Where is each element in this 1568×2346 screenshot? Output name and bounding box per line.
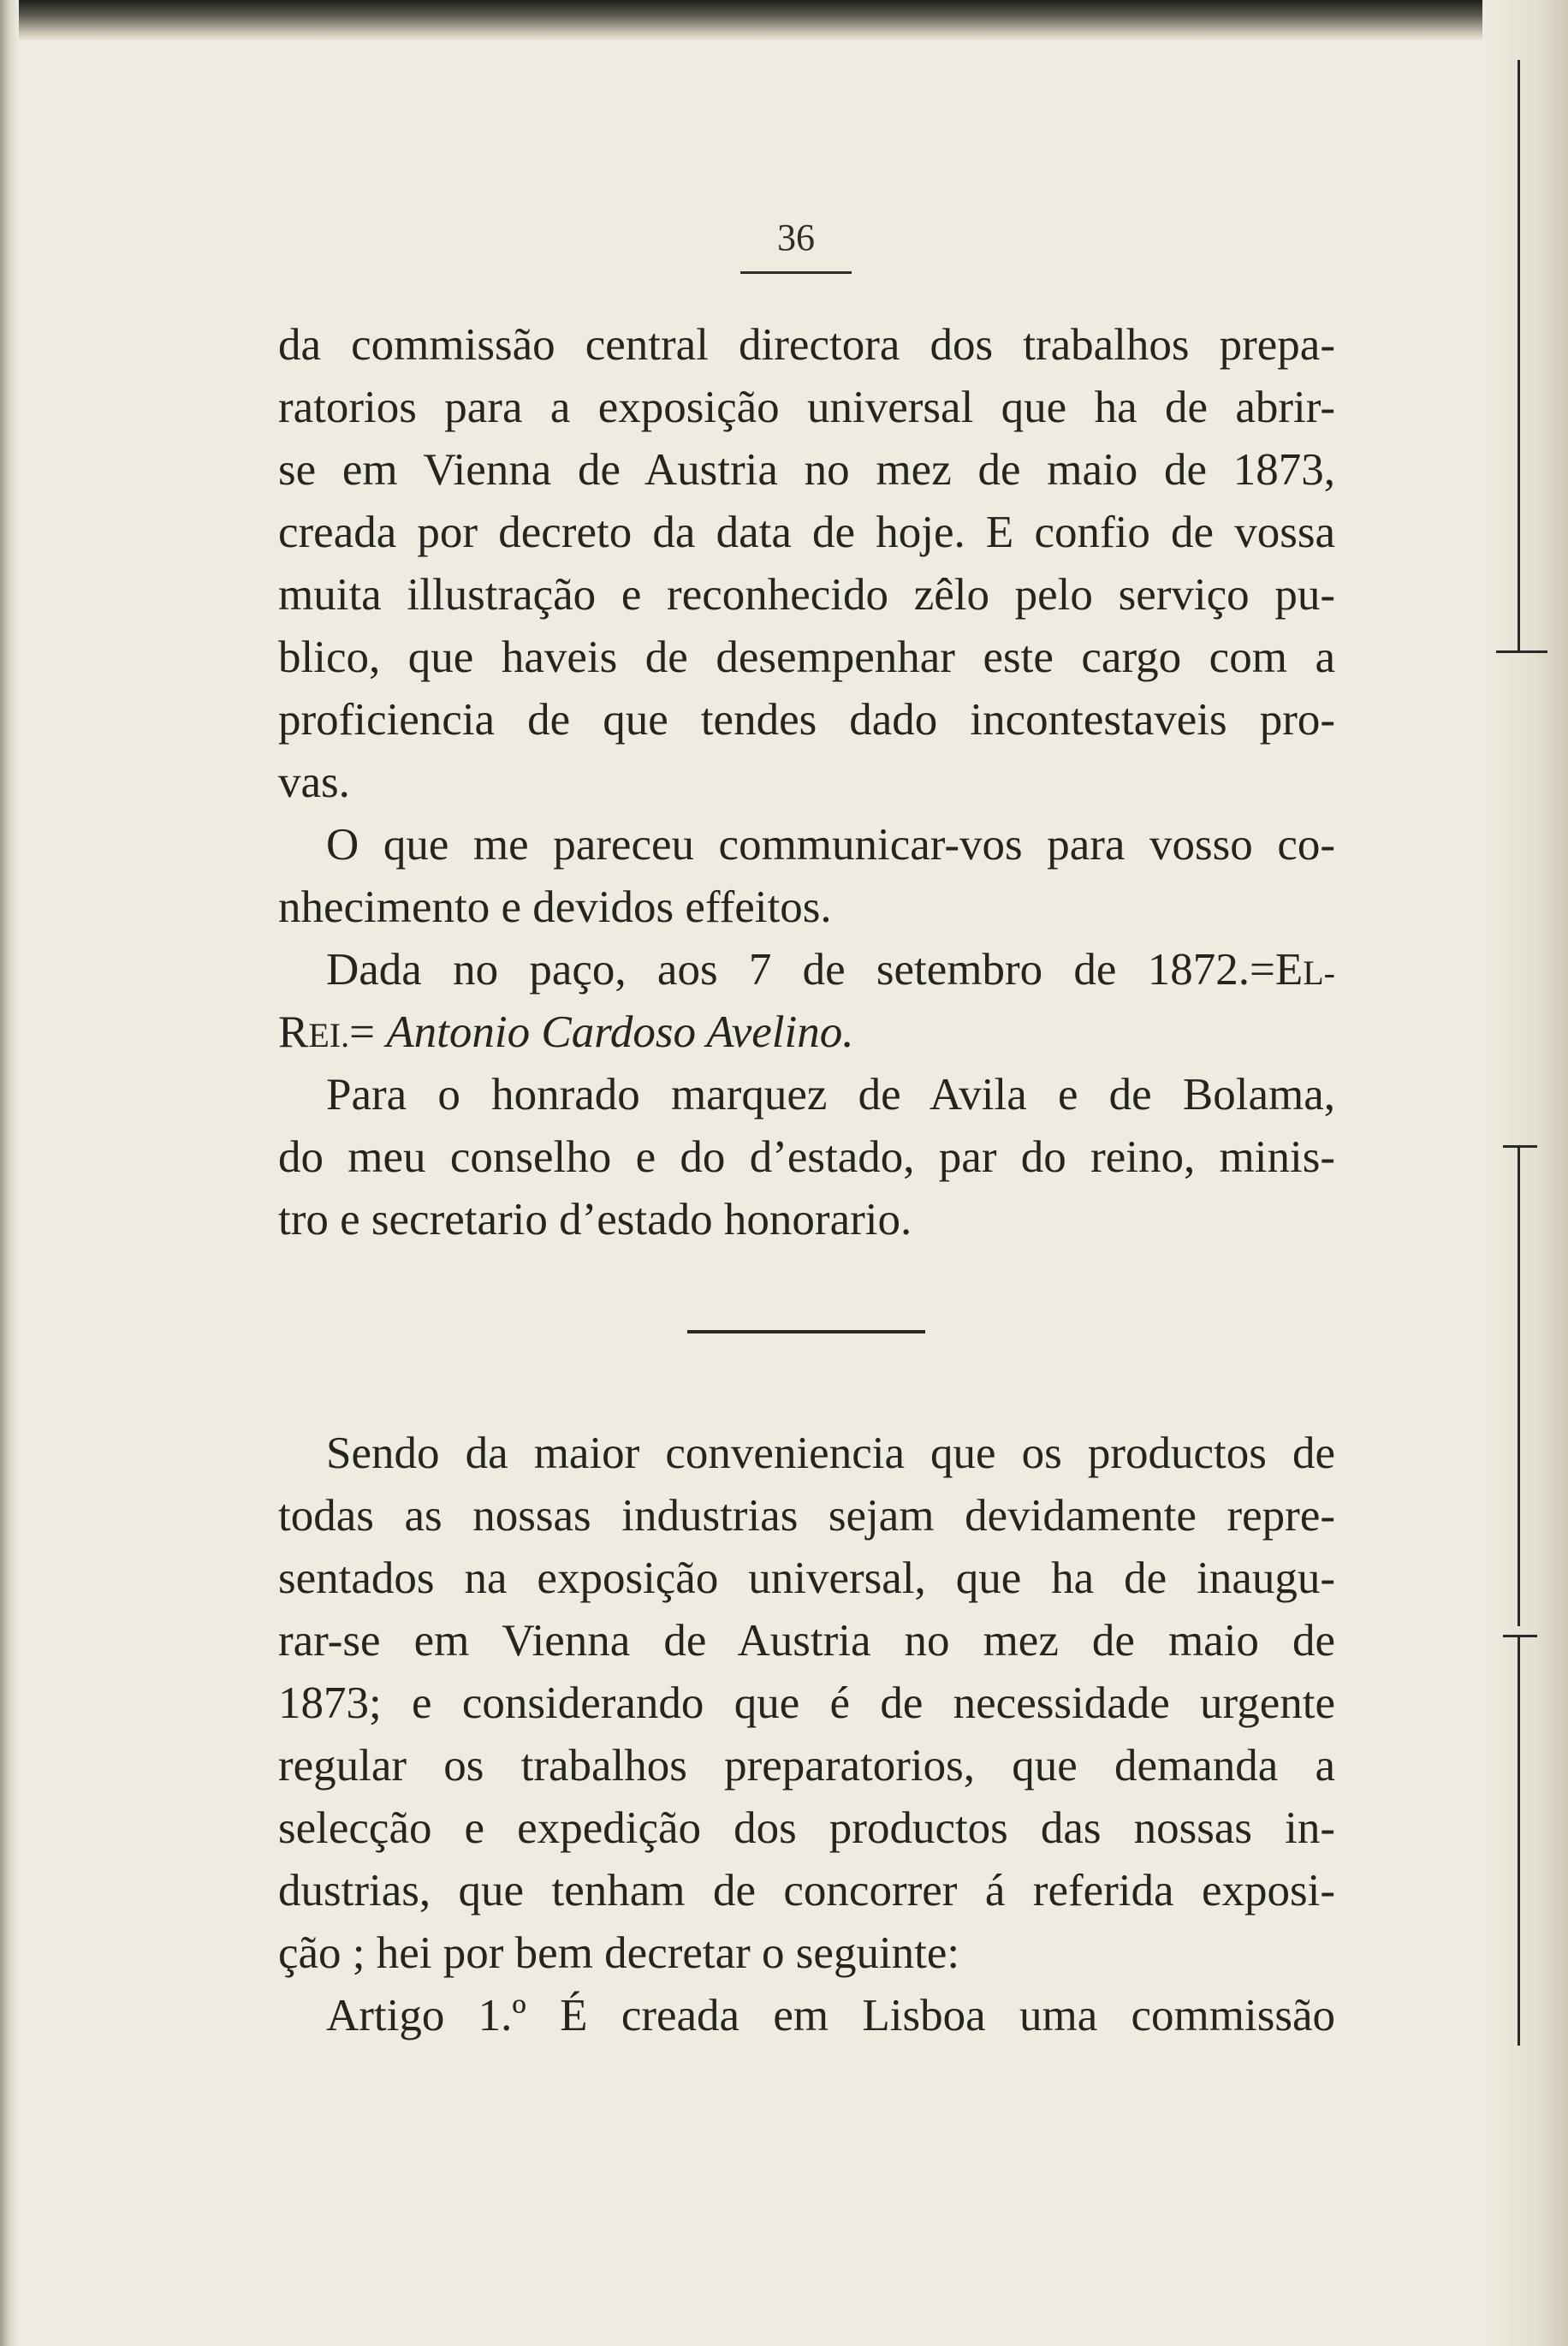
margin-tick [1503, 1145, 1537, 1148]
text-line: tro e secretario d’estado honorario. [278, 1195, 912, 1244]
page-right-edge [1482, 0, 1568, 2346]
rei-separator: = [349, 1007, 387, 1057]
section-divider [687, 1330, 925, 1333]
text-line: creada por decreto da data de hoje. E confio de vossa [278, 508, 1335, 557]
decree-continuation [278, 314, 1335, 1251]
text-line: Sendo da maior conveniencia que os productos de [326, 1428, 1335, 1478]
text-line: sentados na exposição universal, que ha de inaugu- [278, 1553, 1335, 1603]
margin-tick [1496, 650, 1547, 653]
text-line: nhecimento e devidos effeitos. [278, 882, 832, 932]
text-line: da commissão central directora dos trabalhos prepa- [278, 320, 1335, 370]
text-line: ção ; hei por bem decretar o seguinte: [278, 1928, 960, 1978]
text-line: dustrias, que tenham de concorrer á referida exposi- [278, 1866, 1335, 1915]
margin-rule [1518, 1147, 1520, 1626]
text-line: O que me pareceu communicar-vos para vosso co- [326, 820, 1335, 870]
text-line: se em Vienna de Austria no mez de maio de 1873, [278, 445, 1335, 495]
rei-initial: R [278, 1007, 309, 1057]
margin-rule [1518, 1635, 1520, 2046]
text-line: 1873; e considerando que é de necessidade urgente [278, 1678, 1335, 1728]
text-line: rar-se em Vienna de Austria no mez de maio de [278, 1616, 1335, 1666]
signature-line [278, 1001, 1335, 1064]
page-top-edge [0, 0, 1568, 41]
page-left-edge [0, 0, 19, 2346]
new-decree [278, 1422, 1335, 2047]
text-line: do meu conselho e do d’estado, par do reino, minis- [278, 1132, 1335, 1182]
text-line: vas. [278, 757, 350, 807]
el-smallcaps: L- [1303, 953, 1335, 992]
page-number-rule [740, 271, 852, 274]
text-line: proficiencia de que tendes dado incontestaveis pro- [278, 695, 1335, 745]
date-line [278, 939, 1335, 1001]
margin-rule [1518, 60, 1520, 650]
date-text: Dada no paço, aos 7 de setembro de 1872.= [326, 945, 1275, 995]
rei-smallcaps: EI. [308, 1016, 350, 1054]
signatory-name: Antonio Cardoso Avelino. [386, 1007, 854, 1057]
text-line: muita illustração e reconhecido zêlo pelo serviço pu- [278, 570, 1335, 620]
text-line: regular os trabalhos preparatorios, que demanda a [278, 1741, 1335, 1791]
text-line: Artigo 1.º É creada em Lisboa uma commissão [326, 1991, 1335, 2040]
el-initial: E [1274, 945, 1304, 995]
text-line: ratorios para a exposição universal que ha de abrir- [278, 383, 1335, 432]
text-line: blico, que haveis de desempenhar este cargo com a [278, 633, 1335, 682]
text-line: selecção e expedição dos productos das nossas in- [278, 1803, 1335, 1853]
margin-tick [1503, 1635, 1537, 1637]
page-number: 36 [777, 217, 815, 258]
text-line: Para o honrado marquez de Avila e de Bolama, [326, 1070, 1335, 1120]
text-line: todas as nossas industrias sejam devidamente repre- [278, 1491, 1335, 1541]
